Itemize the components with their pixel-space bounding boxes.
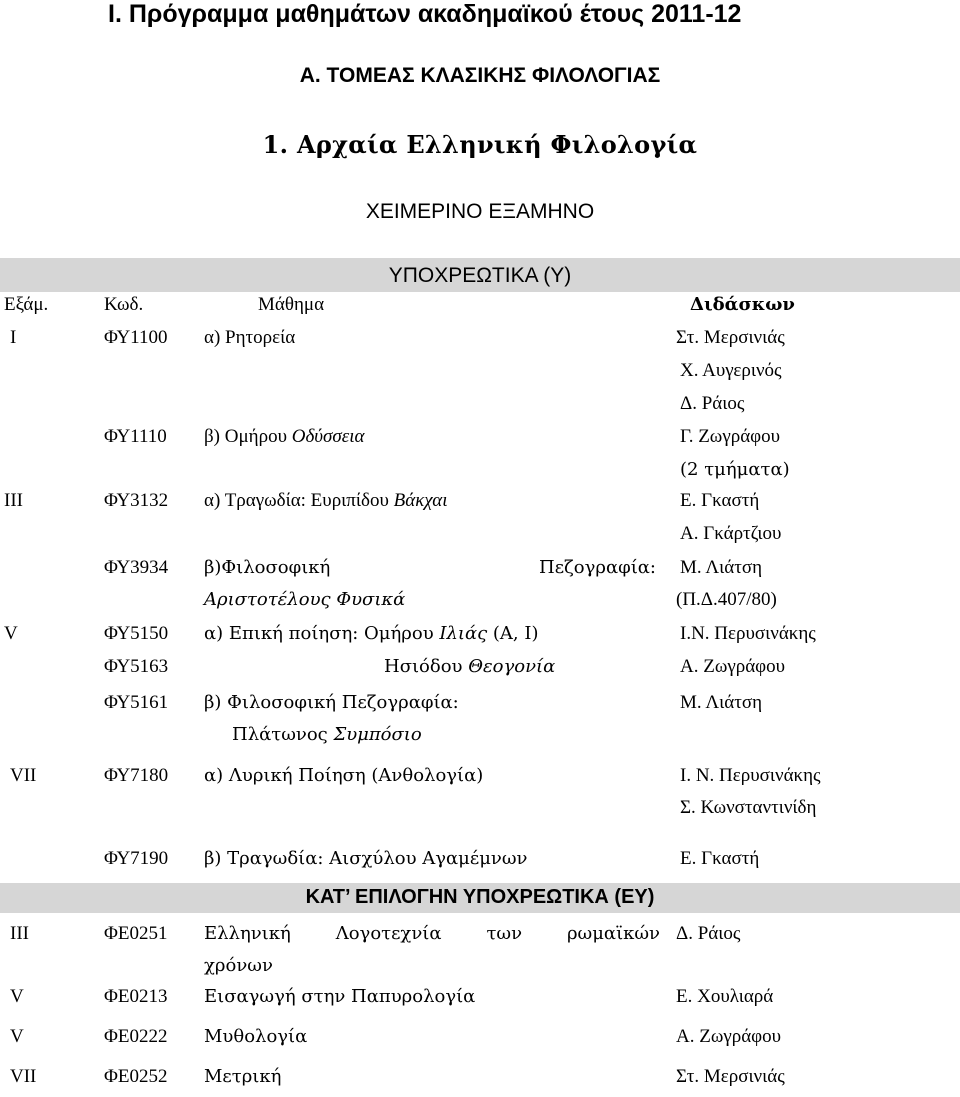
row-course: α) Λυρική Ποίηση (Ανθολογία): [204, 765, 484, 786]
row-course: β) Φιλοσοφική Πεζογραφία:: [204, 692, 459, 713]
row-semester: ΙΙΙ: [4, 490, 23, 511]
row-semester: VII: [10, 765, 37, 786]
row-teacher: Στ. Μερσινιάς: [676, 327, 785, 348]
elective-row-course: Ελληνική Λογοτεχνία των ρωμαϊκών: [204, 923, 660, 944]
required-heading: ΥΠΟΧΡΕΩΤΙΚΑ (Υ): [388, 264, 572, 287]
header-course: Μάθημα: [258, 294, 325, 315]
row-teacher: Ε. Γκαστή: [680, 848, 760, 869]
header-code: Κωδ.: [104, 294, 144, 315]
elective-row-code: ΦΕ0222: [104, 1026, 168, 1047]
row-semester: V: [4, 623, 18, 644]
elective-row-code: ΦΕ0213: [104, 986, 168, 1007]
row-teacher: Α. Ζωγράφου: [680, 656, 786, 677]
elective-row-teacher: Ε. Χουλιαρά: [676, 986, 774, 1007]
row-course: β)Φιλοσοφική Πεζογραφία:: [204, 557, 656, 578]
row-teacher: Ι.Ν. Περυσινάκης: [680, 623, 816, 644]
elective-row-semester: VII: [10, 1066, 37, 1087]
row-teacher: Ε. Γκαστή: [680, 490, 760, 511]
elective-row-teacher: Α. Ζωγράφου: [676, 1026, 782, 1047]
row-teacher: Μ. Λιάτση: [680, 557, 763, 578]
elective-row-course: Μετρική: [204, 1066, 282, 1087]
row-code: ΦΥ3132: [104, 490, 169, 511]
row-course: α) Επική ποίηση: Ομήρου Ιλιάς (Α, Ι): [204, 623, 539, 644]
elective-row-course: Μυθολογία: [204, 1026, 308, 1047]
row-code: ΦΥ7180: [104, 765, 169, 786]
sector-heading: Α. ΤΟΜΕΑΣ ΚΛΑΣΙΚΗΣ ΦΙΛΟΛΟΓΙΑΣ: [299, 64, 661, 87]
row-code: ΦΥ3934: [104, 557, 169, 578]
elective-row-teacher: Δ. Ράιος: [676, 923, 741, 944]
elective-row-semester: V: [10, 986, 24, 1007]
row-course-line2: Αριστοτέλους Φυσικά: [204, 589, 406, 610]
row-teacher: Χ. Αυγερινός: [680, 360, 782, 381]
row-code: ΦΥ5163: [104, 656, 169, 677]
elective-row-teacher: Στ. Μερσινιάς: [676, 1066, 785, 1087]
row-course: β) Τραγωδία: Αισχύλου Αγαμέμνων: [204, 848, 528, 869]
row-code: ΦΥ7190: [104, 848, 169, 869]
page-title: Ι. Πρόγραμμα μαθημάτων ακαδημαϊκού έτους 2011-12: [108, 0, 742, 28]
row-teacher: Γ. Ζωγράφου: [680, 426, 781, 447]
semester-heading: ΧΕΙΜΕΡΙΝΟ ΕΞΑΜΗΝΟ: [365, 200, 595, 223]
row-teacher: Μ. Λιάτση: [680, 692, 763, 713]
row-teacher-note: (Π.Δ.407/80): [676, 589, 777, 610]
elective-row-course-line2: χρόνων: [204, 955, 273, 976]
row-teacher: Α. Γκάρτζιου: [680, 523, 782, 544]
row-course: α) Τραγωδία: Ευριπίδου Βάκχαι: [204, 490, 448, 511]
row-teacher-note: (2 τμήματα): [680, 459, 790, 480]
row-course: α) Ρητορεία: [204, 327, 296, 348]
row-code: ΦΥ1100: [104, 327, 168, 348]
row-code: ΦΥ1110: [104, 426, 167, 447]
row-course-line2: Πλάτωνος Συμπόσιο: [232, 724, 422, 745]
elective-row-code: ΦΕ0252: [104, 1066, 168, 1087]
row-course: Ησιόδου Θεογονία: [384, 656, 556, 677]
row-code: ΦΥ5161: [104, 692, 169, 713]
elective-row-semester: ΙΙΙ: [10, 923, 29, 944]
elective-row-code: ΦΕ0251: [104, 923, 168, 944]
subject-heading: 1. Αρχαία Ελληνική Φιλολογία: [262, 130, 698, 159]
elective-heading: ΚΑΤ’ ΕΠΙΛΟΓΗΝ ΥΠΟΧΡΕΩΤΙΚΑ (ΕΥ): [305, 886, 655, 908]
row-teacher: Δ. Ράιος: [680, 393, 745, 414]
row-teacher: Ι. Ν. Περυσινάκης: [680, 765, 821, 786]
elective-row-semester: V: [10, 1026, 24, 1047]
elective-row-course: Εισαγωγή στην Παπυρολογία: [204, 986, 476, 1007]
row-teacher: Σ. Κωνσταντινίδη: [680, 797, 817, 818]
header-teacher: Διδάσκων: [690, 294, 795, 315]
row-code: ΦΥ5150: [104, 623, 169, 644]
row-course: β) Ομήρου Οδύσσεια: [204, 426, 365, 447]
header-semester: Εξάμ.: [4, 294, 49, 315]
row-semester: Ι: [10, 327, 17, 348]
